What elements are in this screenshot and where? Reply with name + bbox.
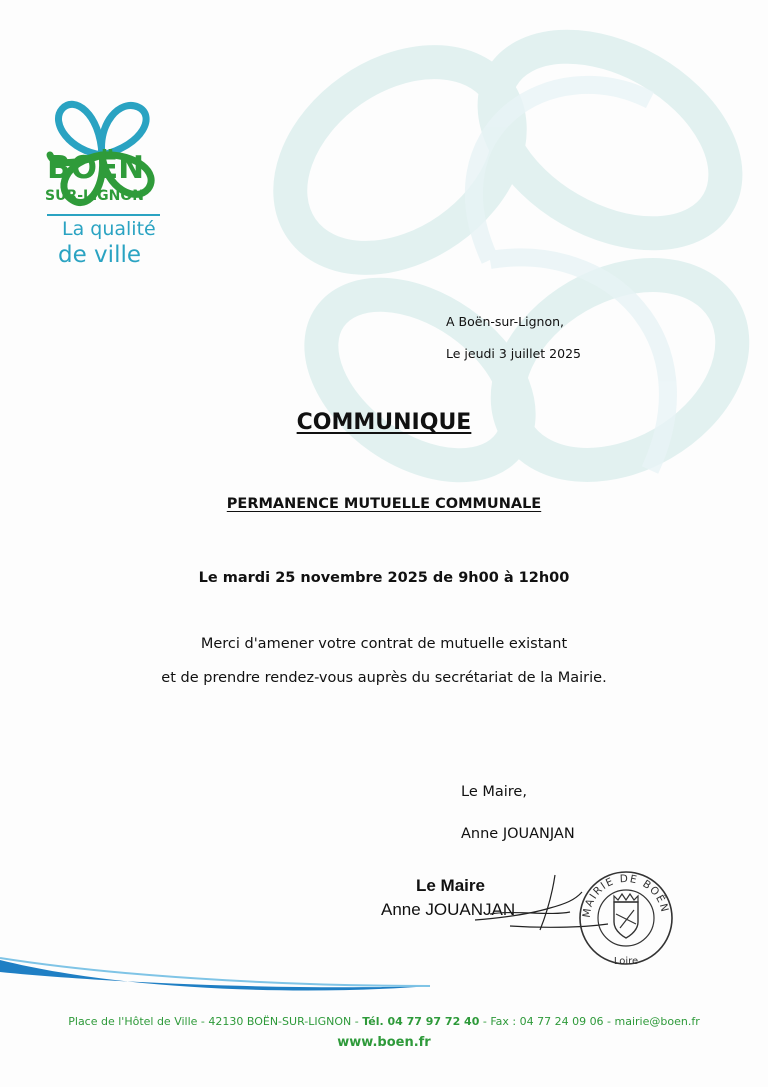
letter-place: A Boën-sur-Lignon, xyxy=(446,314,564,329)
brand-subname: SUR-LIGNON xyxy=(45,188,144,204)
footer-contact xyxy=(0,1015,768,1028)
stamp-name: Anne JOUANJAN xyxy=(381,900,516,919)
footer-website: www.boen.fr xyxy=(337,1035,431,1050)
body-line-2: et de prendre rendez-vous auprès du secrétariat de la Mairie. xyxy=(161,670,607,686)
event-datetime: Le mardi 25 novembre 2025 de 9h00 à 12h00 xyxy=(198,570,570,586)
footer-address: Place de l'Hôtel de Ville - 42130 BOËN-SUR-LIGNON - xyxy=(68,1015,363,1028)
footer-phone: Tél. 04 77 97 72 40 xyxy=(362,1015,480,1028)
letter-closing: Le Maire, xyxy=(461,784,527,800)
footer-fax-email: - Fax : 04 77 24 09 06 - mairie@boen.fr xyxy=(479,1015,700,1028)
tagline-rule xyxy=(47,214,160,216)
stamp-title: Le Maire xyxy=(416,876,485,895)
body-line-1: Merci d'amener votre contrat de mutuelle existant xyxy=(200,636,568,652)
seal-region: Loire xyxy=(613,956,639,967)
seal-text: MAIRIE DE BOËN xyxy=(580,872,671,919)
clover-watermark xyxy=(230,10,760,530)
footer-swoosh xyxy=(0,950,768,1010)
svg-text:MAIRIE DE BOËN xyxy=(581,873,671,919)
letter-date: Le jeudi 3 juillet 2025 xyxy=(446,346,581,361)
page-subtitle: PERMANENCE MUTUELLE COMMUNALE xyxy=(226,496,542,512)
brand-name: BOËN xyxy=(47,150,145,186)
tagline-line2: de ville xyxy=(58,242,141,268)
page-title: COMMUNIQUE xyxy=(296,410,472,435)
tagline-line1: La qualité xyxy=(62,218,156,240)
letter-signer: Anne JOUANJAN xyxy=(461,826,575,842)
